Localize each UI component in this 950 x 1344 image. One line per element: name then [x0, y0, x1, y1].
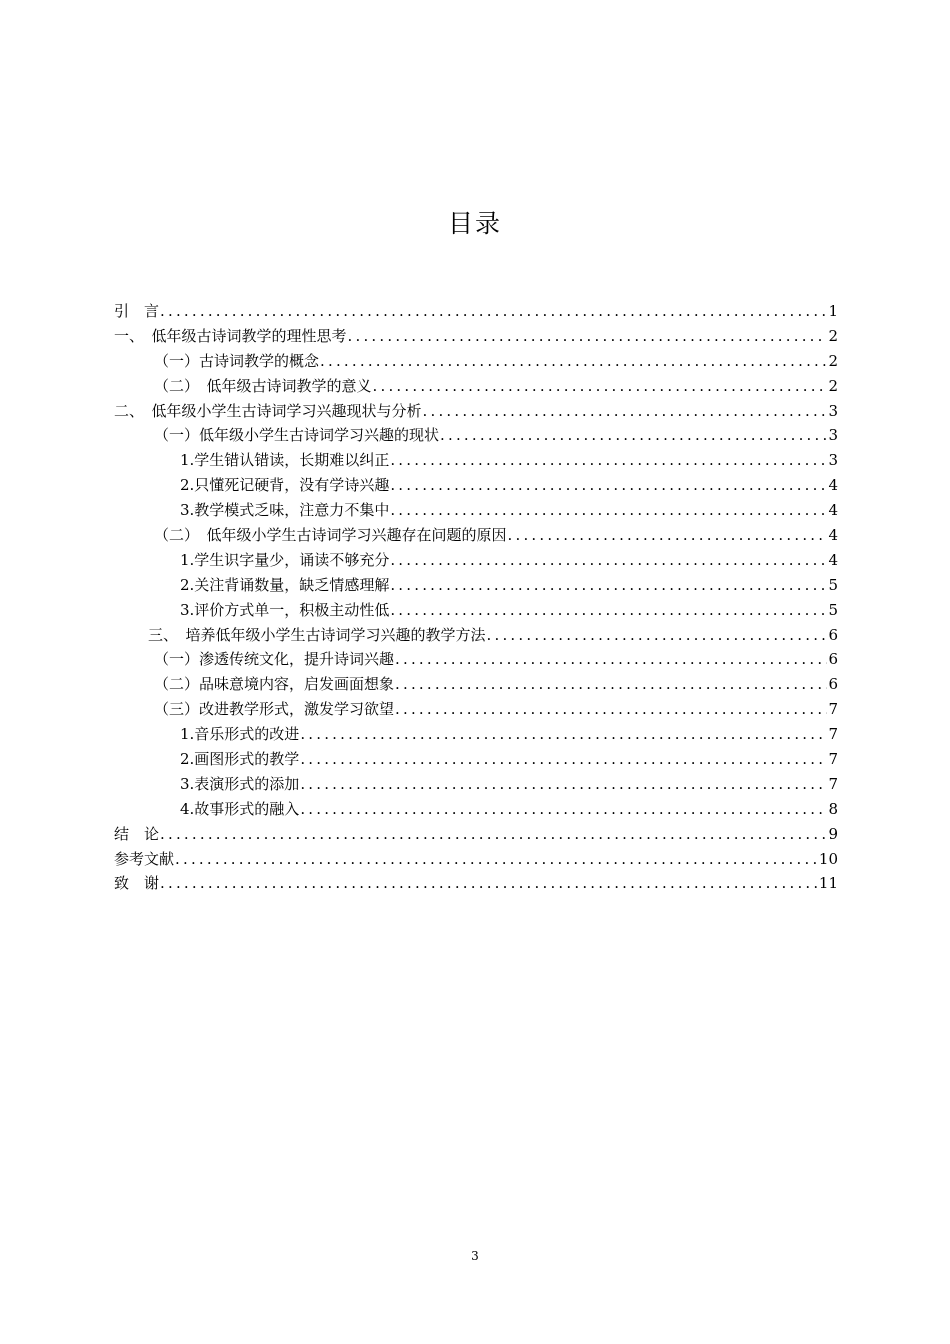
toc-entry-label: 三、 培养低年级小学生古诗词学习兴趣的教学方法 — [148, 625, 486, 644]
toc-dot-leader — [390, 573, 827, 598]
toc-entry-page: 2 — [828, 351, 838, 370]
toc-dot-leader — [508, 523, 828, 548]
toc-entry-page: 5 — [828, 600, 838, 619]
toc-entry-page: 5 — [828, 575, 838, 594]
toc-entry[interactable] — [114, 697, 838, 722]
toc-entry-page: 4 — [828, 526, 838, 545]
toc-entry-label: 2.只懂死记硬背，没有学诗兴趣 — [180, 476, 390, 495]
toc-entry[interactable] — [114, 722, 838, 747]
toc-entry[interactable] — [114, 299, 838, 324]
toc-dot-leader — [320, 349, 827, 374]
toc-entry-page: 1 — [828, 302, 838, 320]
toc-entry[interactable] — [114, 797, 838, 822]
toc-entry-label: （二） 低年级小学生古诗词学习兴趣存在问题的原因 — [154, 526, 507, 545]
toc-entry-label: 1.学生识字量少，诵读不够充分 — [180, 550, 390, 569]
toc-dot-leader — [440, 423, 827, 448]
toc-dot-leader — [395, 647, 827, 672]
toc-entry[interactable] — [114, 473, 838, 498]
toc-entry[interactable] — [114, 374, 838, 399]
toc-entry-page: 7 — [828, 750, 838, 769]
toc-dot-leader — [160, 822, 827, 847]
toc-dot-leader — [390, 548, 827, 573]
toc-entry-page: 7 — [828, 725, 838, 744]
toc-entry-page: 7 — [828, 774, 838, 793]
toc-dot-leader — [300, 772, 827, 797]
toc-dot-leader — [395, 672, 827, 697]
toc-entry-label: （一）低年级小学生古诗词学习兴趣的现状 — [154, 426, 440, 445]
toc-entry-page: 3 — [828, 426, 838, 445]
toc-entry-label: 引 言 — [114, 302, 160, 320]
toc-dot-leader — [390, 598, 827, 623]
toc-entry-label: 1.音乐形式的改进 — [180, 725, 300, 744]
toc-entry[interactable] — [114, 324, 838, 349]
toc-entry-page: 8 — [828, 799, 838, 818]
toc-entry-label: 致 谢 — [114, 874, 160, 893]
toc-entry[interactable] — [114, 822, 838, 847]
toc-entry-label: 结 论 — [114, 824, 160, 843]
toc-entry[interactable] — [114, 847, 838, 872]
toc-entry-page: 3 — [828, 451, 838, 470]
toc-entry-label: 3.评价方式单一，积极主动性低 — [180, 600, 390, 619]
page-title: 目录 — [447, 209, 502, 238]
toc-entry[interactable] — [114, 573, 838, 598]
toc-entry-page: 6 — [828, 625, 838, 644]
toc-entry-page: 2 — [828, 376, 838, 395]
toc-dot-leader — [390, 448, 827, 473]
toc-entry[interactable] — [114, 523, 838, 548]
toc-entry[interactable] — [114, 598, 838, 623]
toc-entry-page: 6 — [828, 675, 838, 694]
toc-entry-label: 二、 低年级小学生古诗词学习兴趣现状与分析 — [114, 401, 422, 420]
toc-dot-leader — [373, 374, 828, 399]
toc-entry-label: 2.画图形式的教学 — [180, 750, 300, 769]
toc-entry[interactable] — [114, 548, 838, 573]
toc-dot-leader — [300, 747, 827, 772]
toc-entry-page: 3 — [828, 401, 838, 420]
toc-entry[interactable] — [114, 423, 838, 448]
table-of-contents — [114, 299, 838, 896]
toc-entry-page: 7 — [828, 700, 838, 719]
toc-entry[interactable] — [114, 623, 838, 648]
toc-dot-leader — [300, 722, 827, 747]
toc-dot-leader — [160, 299, 827, 324]
toc-entry-page: 9 — [828, 824, 838, 843]
toc-dot-leader — [423, 399, 828, 424]
toc-dot-leader — [390, 498, 827, 523]
toc-entry-label: 3.教学模式乏味，注意力不集中 — [180, 501, 390, 520]
toc-dot-leader — [390, 473, 827, 498]
toc-entry-page: 4 — [828, 476, 838, 495]
toc-entry[interactable] — [114, 647, 838, 672]
toc-entry-label: 3.表演形式的添加 — [180, 774, 300, 793]
toc-entry-label: 4.故事形式的融入 — [180, 799, 300, 818]
toc-entry[interactable] — [114, 349, 838, 374]
toc-entry[interactable] — [114, 448, 838, 473]
toc-entry-page: 4 — [828, 501, 838, 520]
toc-dot-leader — [487, 623, 828, 648]
toc-entry-page: 2 — [828, 326, 838, 345]
toc-dot-leader — [300, 797, 827, 822]
toc-entry[interactable] — [114, 498, 838, 523]
toc-dot-leader — [395, 697, 827, 722]
toc-entry[interactable] — [114, 747, 838, 772]
toc-entry-label: 参考文献 — [114, 849, 175, 868]
toc-dot-leader — [160, 871, 818, 896]
toc-entry-label: （一）古诗词教学的概念 — [154, 351, 320, 370]
toc-entry-page: 6 — [828, 650, 838, 669]
toc-entry[interactable] — [114, 871, 838, 896]
toc-entry-page: 10 — [818, 849, 838, 868]
toc-entry-label: （二） 低年级古诗词教学的意义 — [154, 376, 372, 395]
toc-entry[interactable] — [114, 672, 838, 697]
toc-entry[interactable] — [114, 399, 838, 424]
toc-entry[interactable] — [114, 772, 838, 797]
toc-entry-label: （三）改进教学形式，激发学习欲望 — [154, 700, 395, 719]
toc-dot-leader — [348, 324, 828, 349]
toc-entry-label: （二）品味意境内容，启发画面想象 — [154, 675, 395, 694]
toc-entry-label: 1.学生错认错读，长期难以纠正 — [180, 451, 390, 470]
toc-entry-label: （一）渗透传统文化，提升诗词兴趣 — [154, 650, 395, 669]
toc-dot-leader — [175, 847, 818, 872]
toc-entry-label: 一、 低年级古诗词教学的理性思考 — [114, 326, 347, 345]
toc-entry-page: 4 — [828, 550, 838, 569]
toc-entry-label: 2.关注背诵数量，缺乏情感理解 — [180, 575, 390, 594]
page-number: 3 — [471, 1249, 479, 1263]
toc-entry-page: 11 — [818, 874, 838, 893]
